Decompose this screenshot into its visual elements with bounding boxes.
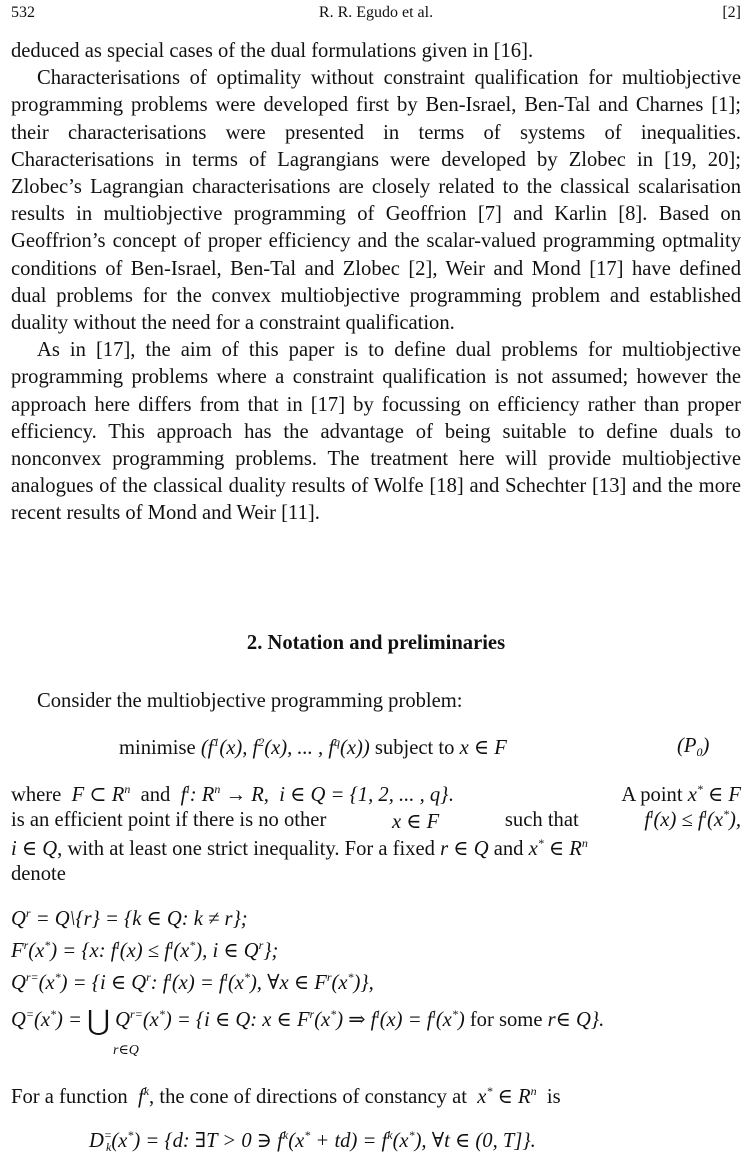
equation: $D^=_k(x^*) = \{d$: ∃T > 0 ∋ $f^k(x^* + td) = f^k(x^*)$, ∀t ∈ (0, T]}.	[89, 1128, 536, 1154]
definition-line: is an efficient point if there is no other x ∈ F such that $f^i(x) \le f^i(x^*)$,	[11, 807, 741, 833]
subject-to: subject to	[374, 737, 455, 759]
paragraph: deduced as special cases of the dual formulations given in [16].	[11, 40, 534, 62]
page-number: 532	[11, 4, 35, 21]
problem-statement: minimise ($f^1(x)$, $f^2(x)$, ... , $f^q(x)$) subject to x ∈ F	[119, 735, 507, 759]
running-title: R. R. Egudo et al.	[318, 4, 434, 21]
minimise-word: minimise	[119, 737, 196, 759]
definition-line: i ∈ Q, with at least one strict inequality. For a fixed r ∈ Q and x* ∈ $R^n$	[11, 836, 588, 860]
paragraph: Characterisations of optimality without constraint qualification for multiobjective programming problems were developed first by Ben-Israel, Ben-Tal and Charnes [1]; their characterisations were presented in terms of systems of inequalities. Characterisations in terms of Lagrangians were developed by Zlobec in [19, 20]; Zlobec’s Lagrangian characterisations are closely related to the classical scalarisation results in multiobjective programming of Geoffrion [7] and Karlin [8]. Based on Geoffrion’s concept of proper efficiency and the scalar-valued programming optmality conditions of Ben-Israel, Ben-Tal and Zlobec [2], Weir and Mond [17] have defined dual problems for the convex multiobjective programming problem and established duality without the need for a constraint qualification.	[11, 67, 741, 335]
union-subscript: r∈Q	[113, 1043, 139, 1058]
equation: $Q^r$ = Q\{r} = {k ∈ Q: k ≠ r};	[11, 906, 248, 930]
equation: $Q^{r=}(x^*) = \{i$ ∈ $Q^r$: $f^i(x) = f^i(x^*)$, ∀x ∈ $F^r(x^*)$},	[11, 970, 374, 994]
equation: $F^r(x^*) = \{x$: $f^i(x) \le f^i(x^*)$, i ∈ $Q^r$};	[11, 938, 279, 962]
definition-line: where F ⊂ $R^n$ and $f^i$: $R^n \to R$, i ∈ Q = {1, 2, ... , q}. A point x* ∈ F	[11, 782, 741, 806]
section-heading: 2. Notation and preliminaries	[246, 632, 506, 654]
consider-line: Consider the multiobjective programming problem:	[37, 690, 463, 712]
problem-label: $(P_0)$	[677, 735, 710, 759]
section-marker: [2]	[722, 4, 741, 21]
definition-line: For a function $f^k$, the cone of directions of constancy at x* ∈ $R^n$ is	[11, 1084, 561, 1108]
running-header	[11, 4, 741, 24]
denote-word: denote	[11, 863, 66, 885]
paragraph: As in [17], the aim of this paper is to define dual problems for multiobjective programming problems where a constraint qualification is not assumed; however the approach here differs from that in [17] by focussing on efficiency rather than proper efficiency. This approach has the advantage of being suitable to define duals to nonconvex programming problems. The treatment here will provide multiobjective analogues of the classical duality results of Wolfe [18] and Schechter [13] and the more recent results of Mond and Weir [11].	[11, 339, 741, 525]
equation: Q=(x*) = ⋃ $Q^{r=}(x^*) = \{i$ ∈ Q: x ∈ $F^r(x^*)$ ⇒ $f^i(x) = f^i(x^*)$ for some r∈ Q}.	[11, 1006, 605, 1037]
body-text	[11, 38, 741, 528]
